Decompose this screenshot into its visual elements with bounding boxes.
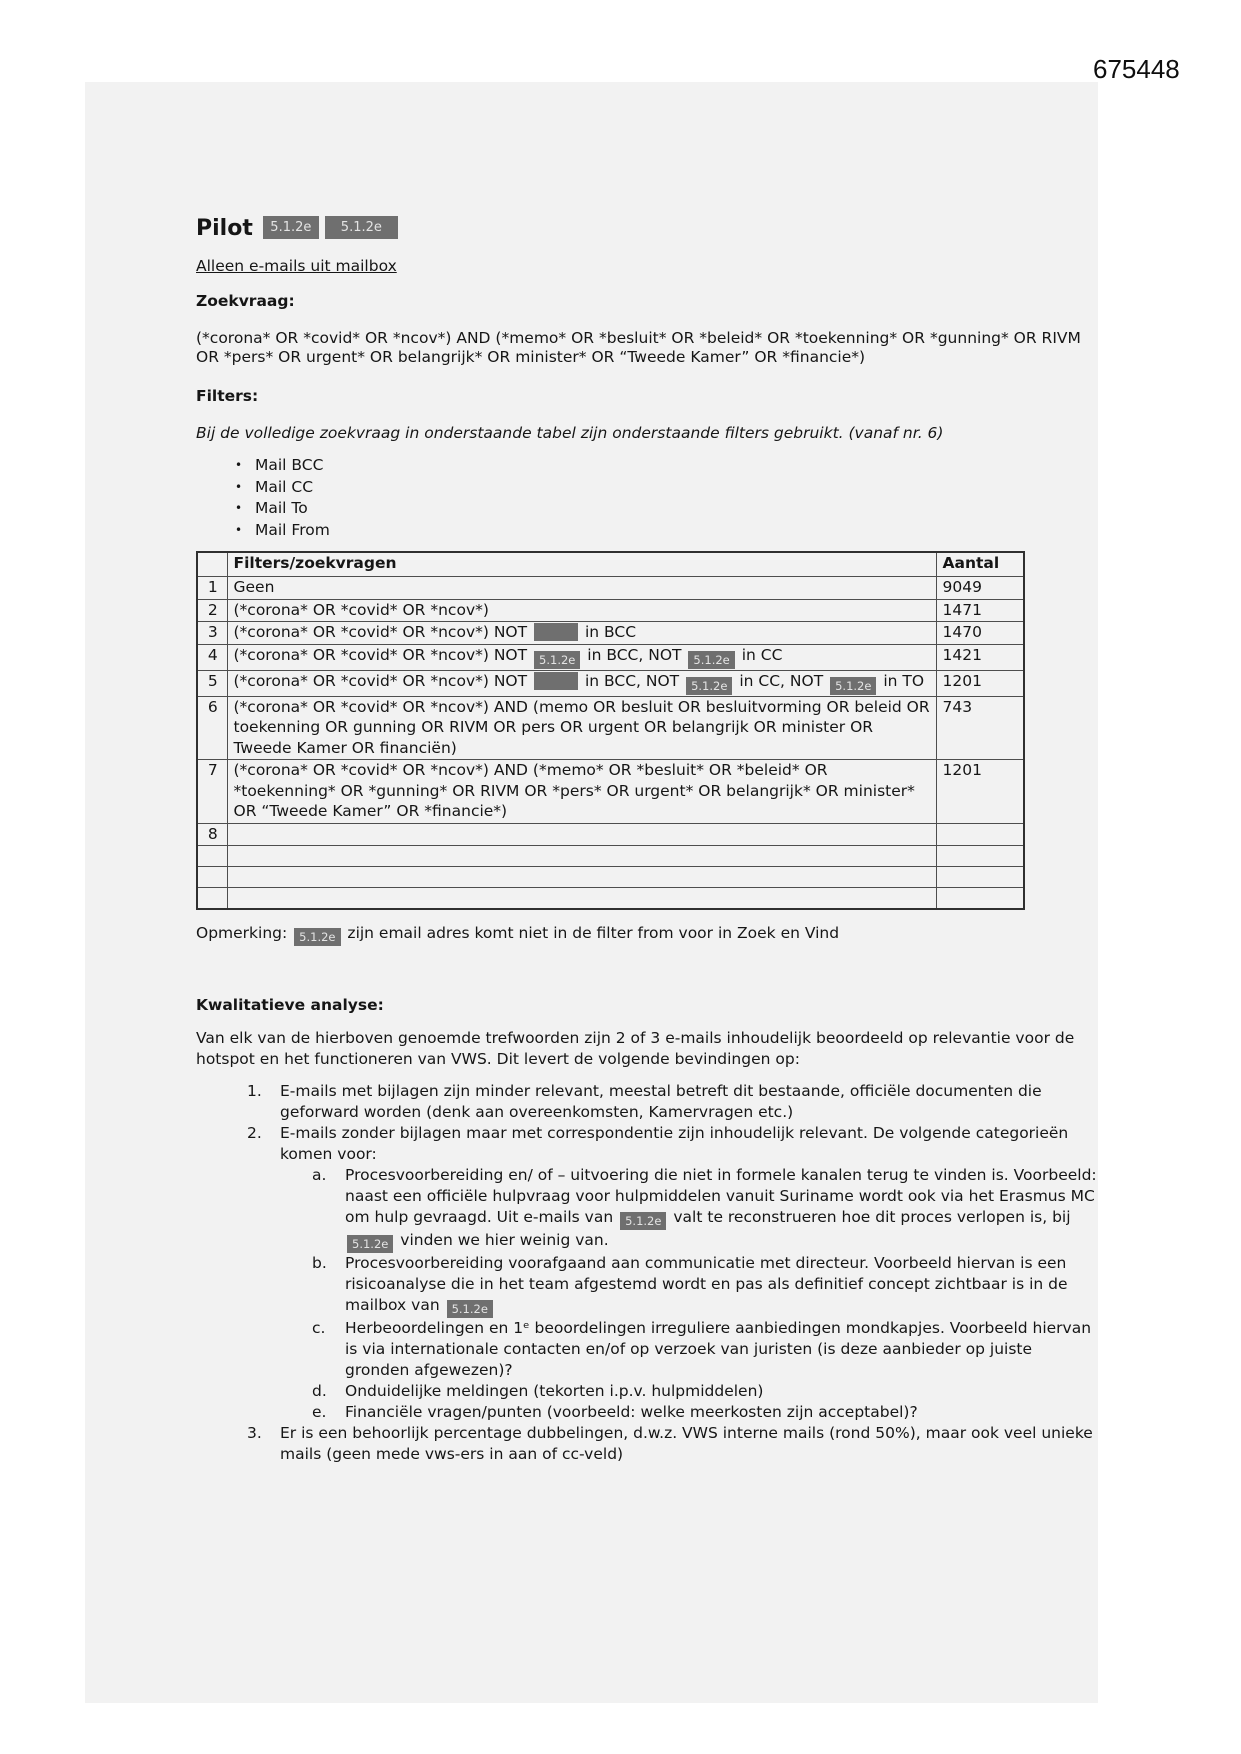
table-row xyxy=(197,823,1024,846)
analysis-sub-item xyxy=(196,1402,1101,1423)
analysis-sub-item xyxy=(196,1253,1101,1318)
analysis-item xyxy=(196,1123,1101,1165)
list-item-text: E-mails zonder bijlagen maar met correspondentie zijn inhoudelijk relevant. De volgende categorieën komen voor: xyxy=(280,1124,1069,1163)
analyse-list xyxy=(196,1081,1101,1465)
row-number-cell: 4 xyxy=(197,644,227,670)
table-row xyxy=(197,846,1024,867)
bullet-item xyxy=(196,477,1101,499)
list-marker: e. xyxy=(312,1403,327,1421)
analysis-sub-item xyxy=(196,1381,1101,1402)
row-number-cell: 5 xyxy=(197,670,227,696)
analysis-item xyxy=(196,1423,1101,1465)
row-number-cell: 2 xyxy=(197,599,227,622)
bullet-item xyxy=(196,498,1101,520)
redaction-box: 5.1.2e xyxy=(620,1212,666,1230)
aantal-cell: 743 xyxy=(936,696,1024,760)
aantal-cell: 9049 xyxy=(936,577,1024,600)
table-header-empty xyxy=(197,552,227,577)
bullet-label: Mail BCC xyxy=(255,456,324,474)
list-marker: d. xyxy=(312,1382,327,1400)
list-marker: c. xyxy=(312,1319,326,1337)
list-item-text: Onduidelijke meldingen (tekorten i.p.v. hulpmiddelen) xyxy=(345,1382,764,1400)
filter-cell: (*corona* OR *covid* OR *ncov*) xyxy=(227,599,936,622)
table-row xyxy=(197,670,1024,696)
aantal-cell: 1471 xyxy=(936,599,1024,622)
row-number-cell xyxy=(197,888,227,910)
redaction-box xyxy=(534,672,578,690)
filters-note: Bij de volledige zoekvraag in onderstaande tabel zijn onderstaande filters gebruikt. (vanaf nr. 6) xyxy=(196,424,944,442)
document-content xyxy=(196,216,1101,1465)
page-title: Pilot xyxy=(196,216,253,241)
analyse-intro: Van elk van de hierboven genoemde trefwoorden zijn 2 of 3 e-mails inhoudelijk beoordeeld op relevantie voor de hotspot en het functioneren van VWS. Dit levert de volgende bevindingen op: xyxy=(196,1029,1075,1068)
table-row xyxy=(197,696,1024,760)
table-row xyxy=(197,888,1024,910)
redaction-box xyxy=(534,623,578,641)
bullet-dot: • xyxy=(235,458,243,472)
bullet-label: Mail To xyxy=(255,499,308,517)
list-marker: b. xyxy=(312,1254,327,1272)
bullet-dot: • xyxy=(235,479,243,494)
table-row xyxy=(197,599,1024,622)
aantal-cell xyxy=(936,823,1024,846)
list-item-text: Procesvoorbereiding voorafgaand aan communicatie met directeur. Voorbeeld hiervan is een risicoanalyse die in het team afgestemd wordt en pas als definitief concept zichtbaar is in de mailbox van 5.1.2e xyxy=(345,1254,1068,1316)
row-number-cell: 1 xyxy=(197,577,227,600)
bullet-label: Mail CC xyxy=(255,477,314,496)
filter-cell xyxy=(227,846,936,867)
filter-cell: (*corona* OR *covid* OR *ncov*) NOT 5.1.2e in BCC, NOT 5.1.2e in CC xyxy=(227,644,936,670)
analysis-sub-item xyxy=(196,1165,1101,1253)
list-item-text: E-mails met bijlagen zijn minder relevant, meestal betreft dit bestaande, officiële documenten die geforward worden (denk aan overeenkomsten, Kamervragen etc.) xyxy=(280,1082,1042,1121)
filter-cell xyxy=(227,867,936,888)
row-number-cell: 6 xyxy=(197,696,227,760)
filter-bullet-list xyxy=(196,455,1101,541)
row-number-cell xyxy=(197,846,227,867)
list-marker: a. xyxy=(312,1166,327,1184)
list-marker: 2. xyxy=(247,1124,262,1142)
filters-table-body xyxy=(197,577,1024,910)
row-number-cell: 3 xyxy=(197,622,227,645)
list-item-text: Herbeoordelingen en 1ᵉ beoordelingen irreguliere aanbiedingen mondkapjes. Voorbeeld hiervan is via internationale contacten en/of op verzoek van juristen (is deze aanbieder op juiste gronden afgewezen)? xyxy=(345,1319,1092,1379)
analysis-item xyxy=(196,1081,1101,1123)
redaction-box: 5.1.2e xyxy=(263,216,319,239)
redaction-box: 5.1.2e xyxy=(447,1300,493,1318)
table-row xyxy=(197,622,1024,645)
table-row xyxy=(197,867,1024,888)
bullet-item xyxy=(196,520,1101,542)
analysis-sub-item xyxy=(196,1318,1101,1381)
list-item-text: Er is een behoorlijk percentage dubbelingen, d.w.z. VWS interne mails (rond 50%), maar ook veel unieke mails (geen mede vws-ers in aan of cc-veld) xyxy=(280,1424,1093,1463)
document-number: 675448 xyxy=(1093,54,1180,84)
redaction-box: 5.1.2e xyxy=(686,677,732,695)
bullet-item xyxy=(196,455,1101,477)
zoekvraag-query: (*corona* OR *covid* OR *ncov*) AND (*memo* OR *besluit* OR *beleid* OR *toekenning* OR *gunning* OR RIVM OR *pers* OR urgent* OR belangrijk* OR minister* OR “Tweede Kamer” OR *financie*) xyxy=(196,329,1081,366)
table-header-aantal: Aantal xyxy=(936,552,1024,577)
redaction-box: 5.1.2e xyxy=(294,928,340,946)
subtitle-mailbox: Alleen e-mails uit mailbox xyxy=(196,257,397,275)
title-row xyxy=(196,216,1101,241)
aantal-cell xyxy=(936,846,1024,867)
table-row xyxy=(197,760,1024,824)
filter-cell xyxy=(227,823,936,846)
list-marker: 3. xyxy=(247,1424,262,1442)
redaction-box: 5.1.2e xyxy=(688,651,734,669)
aantal-cell: 1201 xyxy=(936,760,1024,824)
zoekvraag-heading: Zoekvraag: xyxy=(196,292,295,310)
row-number-cell: 8 xyxy=(197,823,227,846)
row-number-cell xyxy=(197,867,227,888)
list-item-text: Financiële vragen/punten (voorbeeld: welke meerkosten zijn acceptabel)? xyxy=(345,1403,918,1421)
filter-cell: (*corona* OR *covid* OR *ncov*) AND (*memo* OR *besluit* OR *beleid* OR *toekenning* OR *gunning* OR RIVM OR *pers* OR urgent* OR belangrijk* OR minister* OR “Tweede Kamer” OR *financie*) xyxy=(227,760,936,824)
table-header-filters: Filters/zoekvragen xyxy=(227,552,936,577)
aantal-cell xyxy=(936,888,1024,910)
row-number-cell: 7 xyxy=(197,760,227,824)
table-row xyxy=(197,644,1024,670)
redaction-box: 5.1.2e xyxy=(347,1235,393,1253)
redaction-box: 5.1.2e xyxy=(830,677,876,695)
bullet-label: Mail From xyxy=(255,520,330,539)
filter-cell xyxy=(227,888,936,910)
opmerking-line: Opmerking: 5.1.2e zijn email adres komt niet in de filter from voor in Zoek en Vind xyxy=(196,924,840,944)
analyse-heading: Kwalitatieve analyse: xyxy=(196,996,384,1014)
aantal-cell: 1470 xyxy=(936,622,1024,645)
aantal-cell: 1201 xyxy=(936,670,1024,696)
filter-cell: (*corona* OR *covid* OR *ncov*) NOT in BCC, NOT 5.1.2e in CC, NOT 5.1.2e in TO xyxy=(227,670,936,696)
bullet-dot: • xyxy=(235,522,243,537)
bullet-dot: • xyxy=(235,501,243,515)
table-header-row xyxy=(197,552,1024,577)
filter-cell: (*corona* OR *covid* OR *ncov*) AND (memo OR besluit OR besluitvorming OR beleid OR toekenning OR gunning OR RIVM OR pers OR urgent OR belangrijk OR minister OR Tweede Kamer OR financiën) xyxy=(227,696,936,760)
redaction-box: 5.1.2e xyxy=(325,216,398,239)
filter-cell: Geen xyxy=(227,577,936,600)
table-row xyxy=(197,577,1024,600)
list-marker: 1. xyxy=(247,1082,262,1100)
filters-heading: Filters: xyxy=(196,387,259,405)
redaction-box: 5.1.2e xyxy=(534,651,580,669)
filters-table xyxy=(196,551,1025,910)
aantal-cell: 1421 xyxy=(936,644,1024,670)
filter-cell: (*corona* OR *covid* OR *ncov*) NOT in BCC xyxy=(227,622,936,645)
aantal-cell xyxy=(936,867,1024,888)
list-item-text: Procesvoorbereiding en/ of – uitvoering die niet in formele kanalen terug te vinden is. Voorbeeld: naast een officiële hulpvraag voor hulpmiddelen vanuit Suriname wordt ook via het Erasmus MC om hulp gevraagd. Uit e-mails van 5.1.2e valt te reconstrueren hoe dit proces verlopen is, bij 5.1.2e vinden we hier weinig van. xyxy=(345,1166,1097,1251)
